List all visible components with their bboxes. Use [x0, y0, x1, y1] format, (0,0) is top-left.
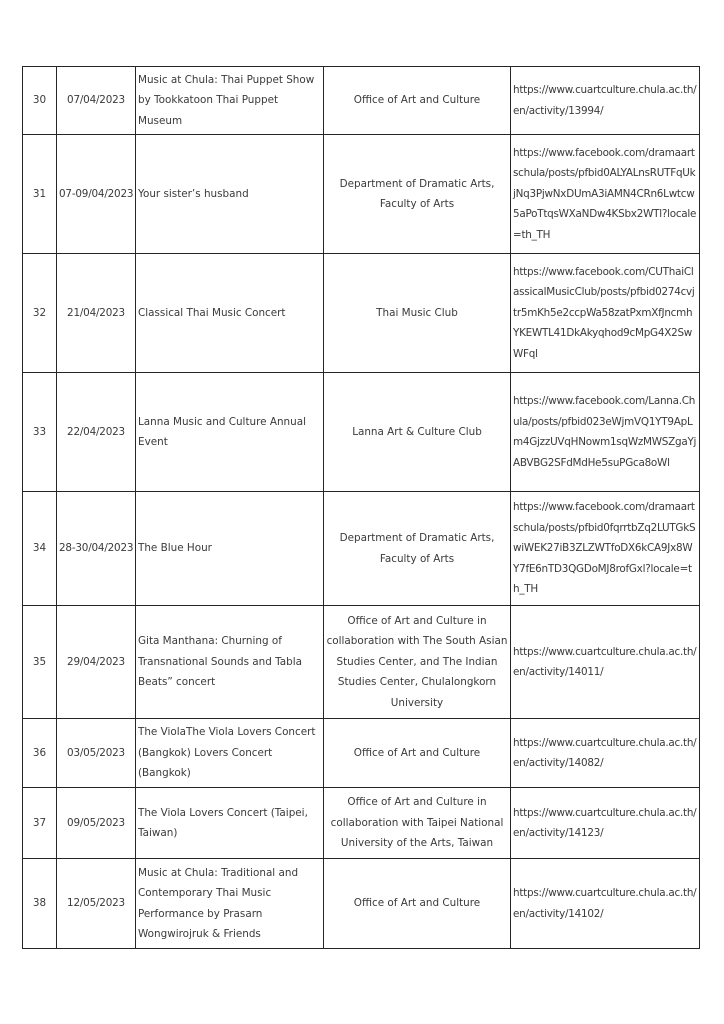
event-title: Music at Chula: Traditional and Contemporary Thai Music Performance by Prasarn Wongwirojruk & Friends	[136, 859, 324, 949]
event-organizer: Lanna Art & Culture Club	[324, 373, 511, 492]
row-number: 32	[23, 254, 57, 373]
table-row	[23, 606, 700, 719]
table-row	[23, 135, 700, 254]
event-title: The Viola Lovers Concert (Taipei, Taiwan)	[136, 788, 324, 859]
event-title: Music at Chula: Thai Puppet Show by Tookkatoon Thai Puppet Museum	[136, 67, 324, 135]
event-organizer: Office of Art and Culture	[324, 859, 511, 949]
event-title: Gita Manthana: Churning of Transnational Sounds and Tabla Beats” concert	[136, 606, 324, 719]
event-organizer: Department of Dramatic Arts, Faculty of Arts	[324, 492, 511, 606]
event-link[interactable]: https://www.facebook.com/dramaartschula/posts/pfbid0ALYALnsRUTFqUkjNq3PjwNxDUmA3iAMN4CRn6Lwtcw5aPoTtqsWXaNDw4KSbx2WTl?locale=th_TH	[511, 135, 700, 254]
table-row	[23, 719, 700, 788]
event-organizer: Department of Dramatic Arts, Faculty of Arts	[324, 135, 511, 254]
table-row	[23, 373, 700, 492]
table-row	[23, 788, 700, 859]
event-organizer: Thai Music Club	[324, 254, 511, 373]
event-date: 03/05/2023	[57, 719, 136, 788]
event-organizer: Office of Art and Culture	[324, 719, 511, 788]
event-title: Lanna Music and Culture Annual Event	[136, 373, 324, 492]
row-number: 33	[23, 373, 57, 492]
event-link[interactable]: https://www.cuartculture.chula.ac.th/en/activity/14123/	[511, 788, 700, 859]
table-row	[23, 859, 700, 949]
event-link[interactable]: https://www.facebook.com/Lanna.Chula/posts/pfbid023eWjmVQ1YT9ApLm4GjzzUVqHNowm1sqWzMWSZgaYjABVBG2SFdMdHe5suPGca8oWl	[511, 373, 700, 492]
event-organizer: Office of Art and Culture in collaboration with The South Asian Studies Center, and The Indian Studies Center, Chulalongkorn University	[324, 606, 511, 719]
event-title: The Blue Hour	[136, 492, 324, 606]
event-date: 22/04/2023	[57, 373, 136, 492]
event-date: 07/04/2023	[57, 67, 136, 135]
event-link[interactable]: https://www.cuartculture.chula.ac.th/en/activity/13994/	[511, 67, 700, 135]
event-date: 09/05/2023	[57, 788, 136, 859]
event-date: 07-09/04/2023	[57, 135, 136, 254]
event-title: Your sister’s husband	[136, 135, 324, 254]
table-row	[23, 254, 700, 373]
event-organizer: Office of Art and Culture in collaboration with Taipei National University of the Arts, Taiwan	[324, 788, 511, 859]
event-date: 12/05/2023	[57, 859, 136, 949]
table-row	[23, 67, 700, 135]
event-organizer: Office of Art and Culture	[324, 67, 511, 135]
events-table	[22, 66, 700, 949]
event-link[interactable]: https://www.facebook.com/CUThaiClassicalMusicClub/posts/pfbid0274cvjtr5mKh5e2ccpWa58zatPxmXfJncmhYKEWTL41DkAkyqhod9cMpG4X2SwWFql	[511, 254, 700, 373]
event-link[interactable]: https://www.cuartculture.chula.ac.th/en/activity/14011/	[511, 606, 700, 719]
event-title: The ViolaThe Viola Lovers Concert (Bangkok) Lovers Concert (Bangkok)	[136, 719, 324, 788]
row-number: 34	[23, 492, 57, 606]
event-title: Classical Thai Music Concert	[136, 254, 324, 373]
row-number: 35	[23, 606, 57, 719]
row-number: 36	[23, 719, 57, 788]
row-number: 30	[23, 67, 57, 135]
row-number: 37	[23, 788, 57, 859]
event-date: 29/04/2023	[57, 606, 136, 719]
event-date: 21/04/2023	[57, 254, 136, 373]
row-number: 31	[23, 135, 57, 254]
event-link[interactable]: https://www.facebook.com/dramaartschula/posts/pfbid0fqrrtbZq2LUTGkSwiWEK27iB3ZLZWTfoDX6kCA9Jx8WY7fE6nTD3QGDoMJ8rofGxl?locale=th_TH	[511, 492, 700, 606]
event-date: 28-30/04/2023	[57, 492, 136, 606]
event-link[interactable]: https://www.cuartculture.chula.ac.th/en/activity/14082/	[511, 719, 700, 788]
event-link[interactable]: https://www.cuartculture.chula.ac.th/en/activity/14102/	[511, 859, 700, 949]
table-row	[23, 492, 700, 606]
row-number: 38	[23, 859, 57, 949]
